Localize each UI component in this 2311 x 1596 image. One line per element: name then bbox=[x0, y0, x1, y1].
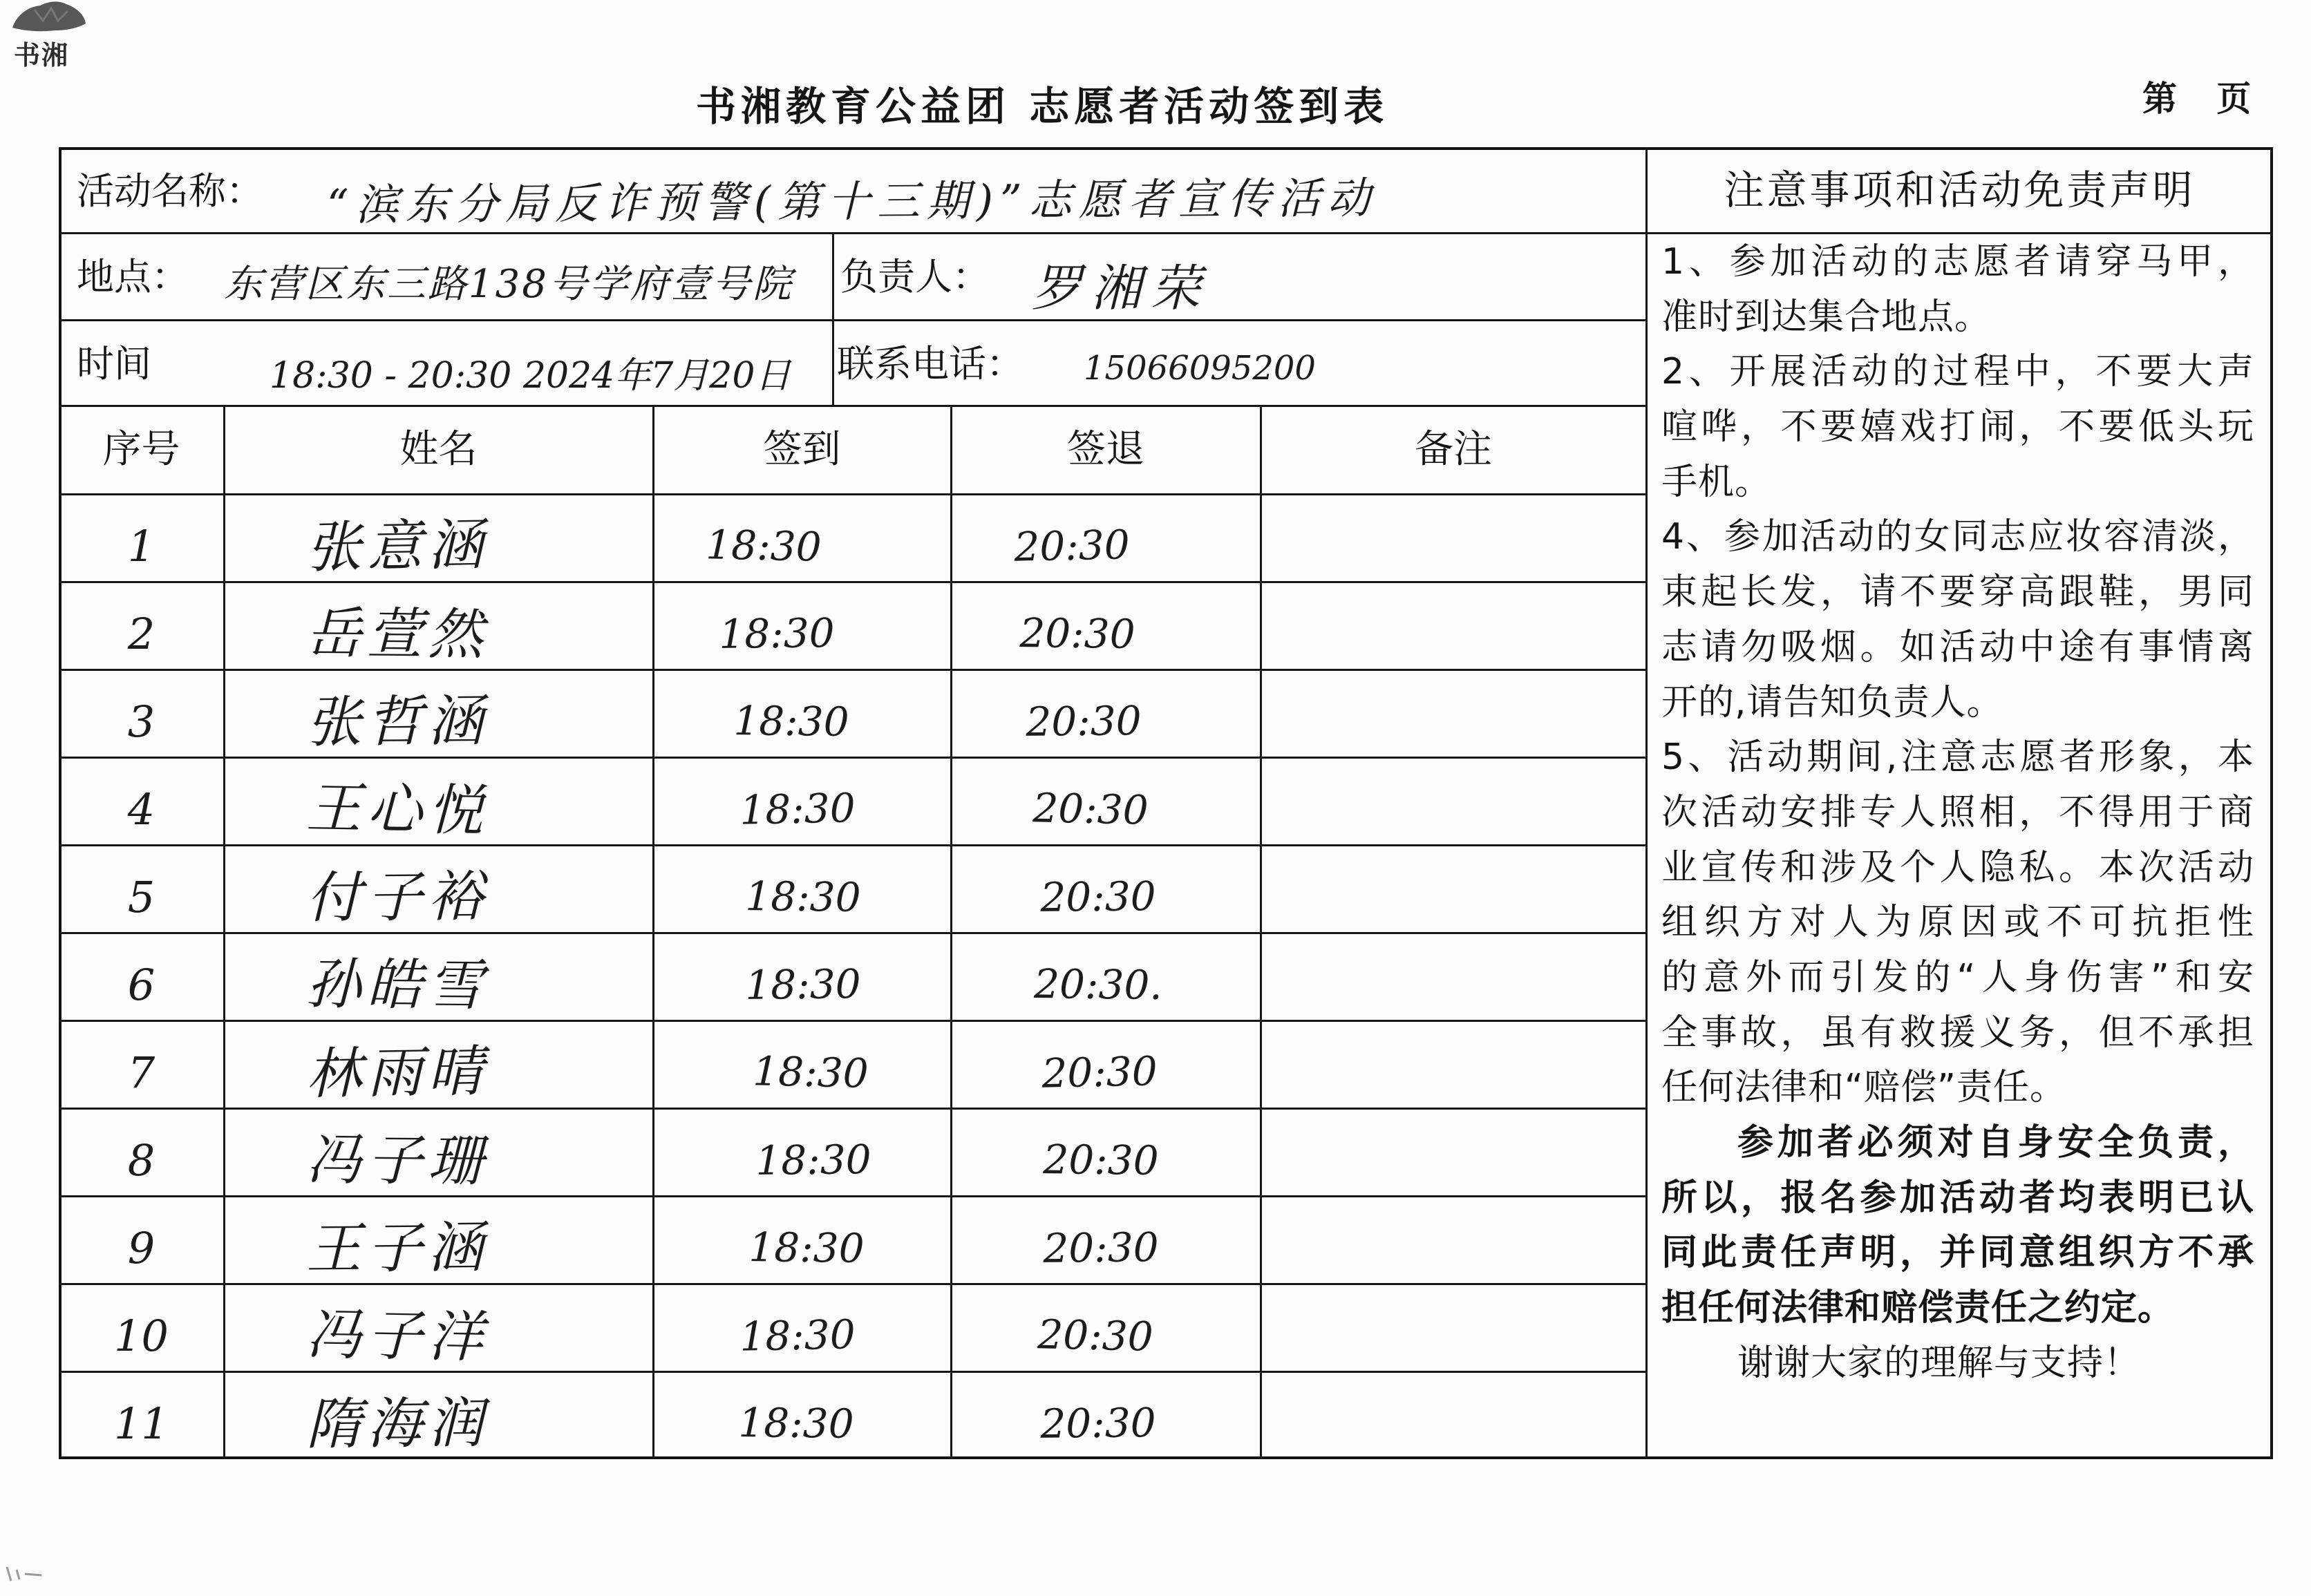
time-label: 时间 bbox=[77, 342, 151, 386]
disclaimer-line: 4、参加活动的女同志应妆容清淡， bbox=[1661, 516, 2254, 558]
sign-in-time: 18:30 bbox=[738, 1399, 854, 1447]
volunteer-name: 冯子洋 bbox=[305, 1302, 489, 1370]
disclaimer-line: 同此责任声明，并同意组织方不承 bbox=[1661, 1232, 2254, 1274]
notes-title: 注意事项和活动免责声明 bbox=[1724, 167, 2196, 213]
column-header-number: 序号 bbox=[102, 427, 180, 472]
disclaimer-line: 担任何法律和赔偿责任之约定。 bbox=[1661, 1287, 2175, 1329]
sign-in-time: 18:30 bbox=[748, 1224, 865, 1272]
row-number: 4 bbox=[127, 784, 155, 835]
disclaimer-line: 所以，报名参加活动者均表明已认 bbox=[1661, 1177, 2254, 1219]
table-rule bbox=[59, 319, 1646, 321]
sign-in-time: 18:30 bbox=[719, 609, 835, 658]
sign-out-time: 20:30 bbox=[1041, 1047, 1158, 1097]
disclaimer-line: 全事故，虽有救援义务，但不承担 bbox=[1661, 1011, 2254, 1054]
disclaimer-line: 2、开展活动的过程中，不要大声 bbox=[1661, 351, 2254, 393]
row-number: 10 bbox=[114, 1311, 169, 1361]
scan-mark bbox=[4, 1563, 46, 1584]
sign-out-time: 20:30 bbox=[1040, 873, 1156, 921]
column-header-name: 姓名 bbox=[399, 427, 478, 472]
table-row bbox=[59, 1020, 1646, 1108]
row-number: 6 bbox=[127, 960, 155, 1010]
sign-out-time: 20:30 bbox=[1026, 697, 1142, 745]
activity-name-value: “滨东分局反诈预警(第十三期)”志愿者宣传活动 bbox=[326, 172, 1378, 231]
table-row bbox=[59, 1108, 1646, 1196]
remark bbox=[1261, 853, 1646, 941]
row-number: 11 bbox=[114, 1398, 169, 1449]
sign-in-time: 18:30 bbox=[745, 960, 861, 1009]
location-label: 地点： bbox=[77, 255, 189, 298]
disclaimer-line: 准时到达集合地点。 bbox=[1661, 296, 1992, 338]
row-number: 2 bbox=[127, 609, 155, 659]
sign-in-time: 18:30 bbox=[739, 1311, 856, 1360]
disclaimer-line: 志请勿吸烟。如活动中途有事情离 bbox=[1661, 626, 2254, 668]
row-number: 7 bbox=[127, 1047, 155, 1098]
volunteer-name: 张哲涵 bbox=[305, 688, 489, 755]
disclaimer-line: 谢谢大家的理解与支持！ bbox=[1737, 1342, 2141, 1384]
remark bbox=[1261, 678, 1646, 766]
sign-in-time: 18:30 bbox=[705, 521, 822, 571]
column-header-sign-in: 签到 bbox=[763, 427, 841, 472]
table-row bbox=[59, 1196, 1646, 1284]
disclaimer-notes bbox=[1661, 235, 2254, 1391]
sign-out-time: 20:30 bbox=[1019, 609, 1135, 658]
table-row bbox=[59, 669, 1646, 757]
disclaimer-line: 束起长发，请不要穿高跟鞋，男同 bbox=[1661, 571, 2254, 614]
sign-out-time: 20:30. bbox=[1033, 960, 1163, 1009]
sign-out-time: 20:30 bbox=[1040, 1399, 1156, 1447]
sign-out-time: 20:30 bbox=[1037, 1311, 1154, 1360]
disclaimer-line: 开的,请告知负责人。 bbox=[1661, 681, 2003, 723]
leader-value: 罗湘荣 bbox=[1032, 259, 1211, 317]
table-row bbox=[59, 845, 1646, 933]
volunteer-name: 岳萱然 bbox=[305, 600, 489, 667]
volunteer-name: 林雨晴 bbox=[305, 1038, 489, 1107]
disclaimer-line: 5、活动期间,注意志愿者形象，本 bbox=[1661, 737, 2254, 779]
row-number: 8 bbox=[127, 1135, 155, 1186]
remark bbox=[1261, 1029, 1646, 1117]
location-value: 东营区东三路138号学府壹号院 bbox=[224, 262, 793, 307]
row-number: 9 bbox=[127, 1223, 155, 1273]
sign-in-time: 18:30 bbox=[755, 1136, 871, 1184]
column-header-sign-out: 签退 bbox=[1067, 427, 1144, 472]
disclaimer-line: 参加者必须对自身安全负责， bbox=[1737, 1122, 2254, 1163]
disclaimer-line: 任何法律和“赔偿”责任。 bbox=[1661, 1067, 2066, 1109]
sign-in-time: 18:30 bbox=[745, 873, 861, 921]
page-number-label: 第 页 bbox=[2142, 79, 2252, 119]
volunteer-name: 张意涵 bbox=[305, 512, 489, 580]
remark bbox=[1261, 590, 1646, 678]
remark bbox=[1261, 1117, 1646, 1204]
table-rule bbox=[832, 233, 834, 406]
sign-out-time: 20:30 bbox=[1043, 1224, 1159, 1272]
remark bbox=[1261, 1380, 1646, 1467]
row-number: 5 bbox=[127, 872, 155, 922]
table-row bbox=[59, 1371, 1646, 1459]
volunteer-name: 王心悦 bbox=[305, 775, 489, 844]
sign-out-time: 20:30 bbox=[1043, 1136, 1159, 1184]
sign-in-time: 18:30 bbox=[739, 784, 856, 834]
column-header-remark: 备注 bbox=[1415, 427, 1492, 472]
table-row bbox=[59, 757, 1646, 845]
remark bbox=[1261, 766, 1646, 853]
volunteer-name: 王子涵 bbox=[305, 1215, 489, 1282]
row-number: 3 bbox=[127, 696, 155, 747]
logo-emblem bbox=[12, 1, 86, 31]
volunteer-name: 冯子珊 bbox=[305, 1127, 489, 1194]
logo-lettering: 书湘 bbox=[14, 40, 70, 70]
table-row bbox=[59, 582, 1646, 669]
volunteer-name: 付子裕 bbox=[305, 864, 489, 931]
table-row bbox=[59, 933, 1646, 1020]
row-number: 1 bbox=[127, 521, 155, 571]
leader-label: 负责人： bbox=[840, 255, 990, 298]
sign-out-time: 20:30 bbox=[1013, 521, 1131, 571]
phone-value: 15066095200 bbox=[1084, 349, 1316, 388]
sign-out-time: 20:30 bbox=[1032, 784, 1149, 834]
volunteer-name: 隋海润 bbox=[305, 1390, 489, 1457]
disclaimer-line: 的意外而引发的“人身伤害”和安 bbox=[1661, 956, 2254, 998]
time-value: 18:30 - 20:30 2024年7月20日 bbox=[270, 355, 791, 397]
activity-name-label: 活动名称： bbox=[77, 169, 263, 213]
disclaimer-line: 次活动安排专人照相，不得用于商 bbox=[1661, 791, 2254, 833]
disclaimer-line: 手机。 bbox=[1661, 461, 1772, 503]
disclaimer-line: 业宣传和涉及个人隐私。本次活动 bbox=[1661, 846, 2254, 889]
phone-label: 联系电话： bbox=[837, 342, 1024, 386]
remark bbox=[1261, 1204, 1646, 1292]
remark bbox=[1261, 502, 1646, 590]
disclaimer-line: 组织方对人为原因或不可抗拒性 bbox=[1661, 902, 2254, 944]
table-row bbox=[59, 494, 1646, 582]
remark bbox=[1261, 941, 1646, 1029]
table-row bbox=[59, 1284, 1646, 1371]
remark bbox=[1261, 1292, 1646, 1380]
sign-in-time: 18:30 bbox=[752, 1047, 869, 1097]
sign-in-time: 18:30 bbox=[733, 697, 849, 745]
disclaimer-line: 喧哗，不要嬉戏打闹，不要低头玩 bbox=[1661, 406, 2254, 448]
disclaimer-line: 1、参加活动的志愿者请穿马甲， bbox=[1661, 241, 2254, 283]
document-title: 书湘教育公益团 志愿者活动签到表 bbox=[696, 83, 1389, 130]
volunteer-name: 孙皓雪 bbox=[305, 951, 489, 1018]
